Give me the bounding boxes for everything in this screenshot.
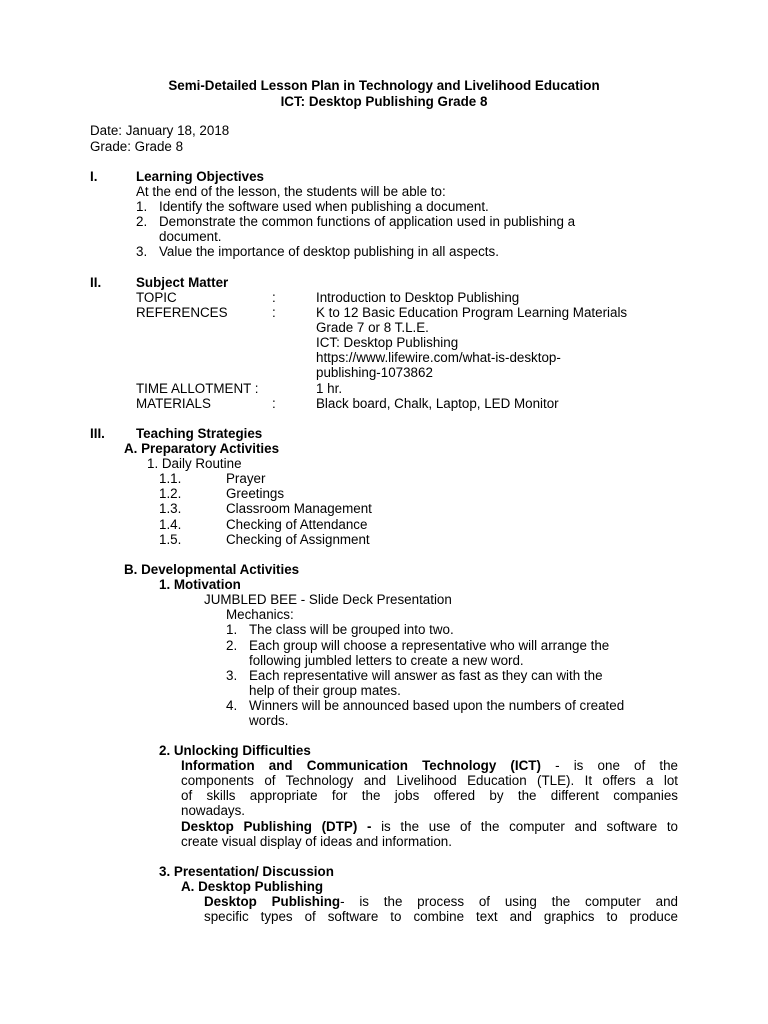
document-subtitle: ICT: Desktop Publishing Grade 8 — [280, 94, 488, 109]
subject-value: 1 hr. — [316, 381, 343, 396]
dtp-process-line: Desktop Publishing- is the process of using the computer and — [204, 894, 678, 909]
ict-term: Information and Communication Technology (ICT) — [181, 758, 541, 773]
document-title: Semi-Detailed Lesson Plan in Technology and Livelihood Education — [168, 78, 600, 93]
objective-number: 3. — [136, 244, 148, 259]
subject-value: publishing-1073862 — [316, 365, 433, 380]
objective-text: Demonstrate the common functions of application used in publishing a — [159, 214, 576, 229]
motivation-activity: JUMBLED BEE - Slide Deck Presentation — [204, 592, 452, 607]
motivation-heading: 1. Motivation — [159, 577, 241, 592]
objective-number: 1. — [136, 199, 148, 214]
dtp-definition-line: create visual display of ideas and information. — [181, 834, 452, 849]
routine-number: 1.5. — [159, 532, 182, 547]
mechanics-number: 3. — [226, 668, 238, 683]
mechanics-text: following jumbled letters to create a new word. — [249, 653, 524, 668]
subject-value: ICT: Desktop Publishing — [316, 335, 459, 350]
section-3-heading: Teaching Strategies — [136, 426, 263, 441]
subject-value: Grade 7 or 8 T.L.E. — [316, 320, 429, 335]
subject-label: MATERIALS — [136, 396, 211, 411]
subject-colon: : — [272, 290, 276, 305]
dtp-definition-line: Desktop Publishing (DTP) - is the use of the computer and software to — [181, 819, 678, 834]
mechanics-text: Each group will choose a representative who will arrange the — [249, 638, 610, 653]
section-2-heading: Subject Matter — [136, 275, 229, 290]
objective-number: 2. — [136, 214, 148, 229]
section-3-numeral: III. — [90, 426, 105, 441]
objective-text-continued: document. — [159, 229, 222, 244]
routine-number: 1.2. — [159, 486, 182, 501]
mechanics-text: help of their group mates. — [249, 683, 401, 698]
dtp-term: Desktop Publishing (DTP) - — [181, 819, 372, 834]
unlocking-heading: 2. Unlocking Difficulties — [159, 743, 311, 758]
subject-value: K to 12 Basic Education Program Learning Materials — [316, 305, 628, 320]
mechanics-label: Mechanics: — [226, 607, 294, 622]
subject-value: Black board, Chalk, Laptop, LED Monitor — [316, 396, 559, 411]
date-line: Date: January 18, 2018 — [90, 123, 230, 138]
routine-item: Greetings — [226, 486, 285, 501]
routine-item: Prayer — [226, 471, 266, 486]
ict-definition-line: nowadays. — [181, 803, 246, 818]
ict-definition-line: components of Technology and Livelihood Education (TLE). It offers a lot — [181, 773, 678, 788]
objective-text: Identify the software used when publishing a document. — [159, 199, 489, 214]
mechanics-text: Each representative will answer as fast as they can with the — [249, 668, 603, 683]
presentation-subheading: A. Desktop Publishing — [181, 879, 324, 894]
subject-label: REFERENCES — [136, 305, 228, 320]
mechanics-text: words. — [249, 713, 289, 728]
mechanics-number: 2. — [226, 638, 238, 653]
mechanics-number: 1. — [226, 622, 238, 637]
developmental-heading: B. Developmental Activities — [124, 562, 300, 577]
preparatory-heading: A. Preparatory Activities — [124, 441, 280, 456]
ict-definition-line: of skills appropriate for the jobs offered by the different companies — [181, 788, 678, 803]
presentation-heading: 3. Presentation/ Discussion — [159, 864, 334, 879]
routine-item: Checking of Attendance — [226, 517, 368, 532]
ict-definition-line: Information and Communication Technology (ICT) - is one of the — [181, 758, 678, 773]
subject-value: Introduction to Desktop Publishing — [316, 290, 520, 305]
grade-line: Grade: Grade 8 — [90, 139, 184, 154]
routine-number: 1.3. — [159, 501, 182, 516]
routine-item: Classroom Management — [226, 501, 372, 516]
section-1-heading: Learning Objectives — [136, 169, 264, 184]
routine-number: 1.1. — [159, 471, 182, 486]
subject-value: https://www.lifewire.com/what-is-desktop- — [316, 350, 561, 365]
section-1-numeral: I. — [90, 169, 98, 184]
section-2-numeral: II. — [90, 275, 102, 290]
mechanics-number: 4. — [226, 698, 238, 713]
daily-routine: 1. Daily Routine — [147, 456, 242, 471]
subject-colon: : — [272, 305, 276, 320]
routine-item: Checking of Assignment — [226, 532, 370, 547]
objective-text: Value the importance of desktop publishing in all aspects. — [159, 244, 499, 259]
dtp-process-line: specific types of software to combine text and graphics to produce — [204, 909, 678, 924]
subject-colon: : — [272, 396, 276, 411]
subject-label: TIME ALLOTMENT : — [136, 381, 259, 396]
desktop-publishing-term: Desktop Publishing — [204, 894, 341, 909]
routine-number: 1.4. — [159, 517, 182, 532]
objectives-intro: At the end of the lesson, the students will be able to: — [136, 184, 446, 199]
mechanics-text: Winners will be announced based upon the numbers of created — [249, 698, 625, 713]
mechanics-text: The class will be grouped into two. — [249, 622, 454, 637]
subject-label: TOPIC — [136, 290, 177, 305]
